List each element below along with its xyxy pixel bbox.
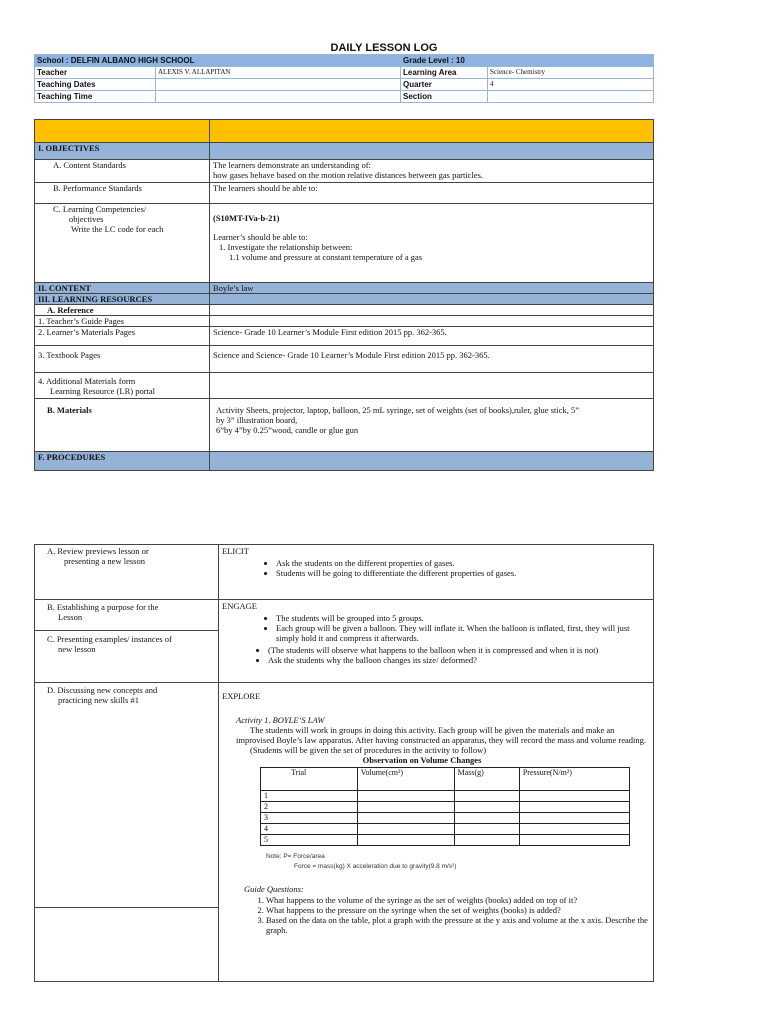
additional-materials-label — [35, 373, 210, 399]
activity-note: (Students will be given the set of procedures in the activity to follow) — [250, 745, 487, 755]
observation-cell — [454, 835, 519, 846]
explore-cell — [219, 683, 654, 982]
additional-line: Learning Resource (LR) portal — [50, 386, 156, 396]
lesson-table — [34, 119, 654, 471]
observation-row — [261, 824, 630, 835]
learners-materials-value: Science- Grade 10 Learner’s Module First edition 2015 pp. 362-365. — [210, 327, 654, 346]
step-d-line: practicing new skills #1 — [58, 695, 139, 705]
trial-number: 3 — [261, 813, 358, 824]
quarter-label: Quarter — [401, 79, 488, 91]
engage-list — [222, 613, 650, 643]
observation-table — [260, 767, 630, 846]
elicit-cell — [219, 545, 654, 600]
teacher-value: ALEXIS V. ALLAPITAN — [156, 67, 401, 79]
observation-cell — [454, 791, 519, 802]
step-a-line: A. Review previews lesson or — [47, 546, 149, 556]
header-table — [34, 54, 654, 103]
explore-heading: EXPLORE — [222, 691, 261, 701]
list-item: • Students will be going to differentiate the different properties of gases. — [276, 568, 650, 578]
observation-cell — [454, 813, 519, 824]
performance-standards-label: B. Performance Standards — [35, 183, 210, 204]
list-item: • Ask the students why the balloon changes its size/ deformed? — [268, 655, 650, 665]
section-label: Section — [401, 91, 488, 103]
materials-label: B. Materials — [35, 399, 210, 452]
materials-line: by 3” illustration board, — [216, 415, 298, 425]
step-bc-label — [35, 600, 219, 683]
procedures-heading: F. PROCEDURES — [35, 452, 210, 471]
learning-area-label: Learning Area — [401, 67, 488, 79]
competencies-line: objectives — [69, 214, 104, 224]
content-standards-line: The learners demonstrate an understanding of: — [213, 160, 371, 170]
content-value: Boyle’s law — [210, 283, 654, 294]
step-d-line: D. Discussing new concepts and — [47, 685, 158, 695]
guide-question: 1. What happens to the volume of the syringe as the set of weights (books) added on top of it? — [266, 895, 650, 905]
observation-cell — [454, 824, 519, 835]
step-b-line: Lesson — [58, 612, 83, 622]
competencies-label — [35, 204, 210, 283]
observation-row — [261, 802, 630, 813]
step-a-label — [35, 545, 219, 600]
trial-number: 5 — [261, 835, 358, 846]
note-line: Note: P= Force/area — [266, 853, 325, 860]
performance-standards-value: The learners should be able to: — [210, 183, 654, 204]
materials-line: 6”by 4”by 0.25”wood, candle or glue gun — [216, 425, 359, 435]
learners-materials-label: 2. Learner’s Materials Pages — [35, 327, 210, 346]
observation-row — [261, 835, 630, 846]
observation-cell — [357, 813, 454, 824]
observation-row — [261, 813, 630, 824]
materials-value — [210, 399, 654, 452]
reference-label: A. Reference — [35, 305, 210, 316]
observation-header-cell: Pressure(N/m²) — [519, 768, 629, 791]
observation-cell — [454, 802, 519, 813]
quarter-value: 4 — [488, 79, 654, 91]
content-standards-line: how gases behave based on the motion relative distances between gas particles. — [213, 170, 484, 180]
observation-cell — [357, 802, 454, 813]
step-b-label — [35, 600, 218, 631]
observation-cell — [357, 791, 454, 802]
elicit-list — [222, 558, 650, 578]
observation-cell — [519, 791, 629, 802]
guide-questions — [222, 895, 650, 935]
observation-cell — [519, 802, 629, 813]
step-d-label — [35, 683, 219, 982]
objectives-heading: I. OBJECTIVES — [35, 143, 210, 160]
observation-cell — [519, 824, 629, 835]
teaching-time-value — [156, 91, 401, 103]
procedures-table — [34, 544, 654, 982]
observation-cell — [519, 835, 629, 846]
teaching-dates-label: Teaching Dates — [35, 79, 156, 91]
step-d-inner — [35, 683, 218, 908]
lc-code: (S10MT-IVa-b-21) — [213, 213, 280, 223]
materials-line: Activity Sheets, projector, laptop, balloon, 25 mL syringe, set of weights (set of books),ruler, glue stick, 5” — [216, 405, 580, 415]
competencies-line: Write the LC code for each — [71, 224, 164, 234]
school-cell: School : DELFIN ALBANO HIGH SCHOOL — [35, 55, 401, 67]
observation-cell — [357, 835, 454, 846]
engage-list-2 — [222, 645, 650, 665]
blue-cell — [210, 452, 654, 471]
list-item: • (The students will observe what happens to the balloon when it is compressed and when it is not) — [268, 645, 650, 655]
trial-number: 4 — [261, 824, 358, 835]
list-item: • Each group will be given a balloon. They will inflate it. When the balloon is inflated, first, they will just simply hold it and compress it afterwards. — [276, 623, 650, 643]
document-title: DAILY LESSON LOG — [330, 42, 438, 54]
step-a-line: presenting a new lesson — [64, 556, 145, 566]
guide-question: 2. What happens to the pressure on the syringe when the set of weights (books) is added? — [266, 905, 650, 915]
competencies-line: C. Learning Competencies/ — [53, 204, 147, 214]
content-standards-value — [210, 160, 654, 183]
step-c-line: new lesson — [58, 644, 96, 654]
empty-cell — [210, 373, 654, 399]
blue-cell — [210, 294, 654, 305]
observation-header-cell: Volume(cm³) — [357, 768, 454, 791]
blue-cell — [210, 143, 654, 160]
grade-level-cell: Grade Level : 10 — [401, 55, 654, 67]
observation-body — [261, 791, 630, 846]
guide-question: 3. Based on the data on the table, plot a graph with the pressure at the y axis and volume at the x axis. Describe the graph. — [266, 915, 650, 935]
teachers-guide-label: 1. Teacher’s Guide Pages — [35, 316, 210, 327]
textbook-value: Science and Science- Grade 10 Learner’s Module First edition 2015 pp. 362-365. — [210, 346, 654, 373]
learning-area-value: Science- Chemistry — [488, 67, 654, 79]
content-standards-label: A. Content Standards — [35, 160, 210, 183]
observation-cell — [357, 824, 454, 835]
note-line: Force = mass(kg) X acceleration due to gravity(9.8 m/s²) — [294, 863, 457, 870]
step-b-line: B. Establishing a purpose for the — [47, 602, 159, 612]
observation-title: Observation on Volume Changes — [362, 755, 482, 765]
teaching-dates-value — [156, 79, 401, 91]
activity-text: The students will work in groups in doing this activity. Each group will be given the materials and make an improvised Boyle’s law apparatus. After having constructed an apparatus, they will record the mass and volume reading. — [236, 725, 647, 745]
engage-cell — [219, 600, 654, 683]
observation-row — [261, 791, 630, 802]
section-value — [488, 91, 654, 103]
observation-header-cell: Trial — [261, 768, 358, 791]
textbook-label: 3. Textbook Pages — [35, 346, 210, 373]
elicit-heading: ELICIT — [222, 546, 249, 556]
additional-line: 4. Additional Materials form — [38, 376, 136, 386]
empty-cell — [210, 305, 654, 316]
guide-title: Guide Questions: — [244, 884, 304, 894]
empty-cell — [210, 316, 654, 327]
teacher-label: Teacher — [35, 67, 156, 79]
observation-header-row — [261, 768, 630, 791]
list-item: • The students will be grouped into 5 groups. — [276, 613, 650, 623]
competencies-value — [210, 204, 654, 283]
trial-number: 1 — [261, 791, 358, 802]
teaching-time-label: Teaching Time — [35, 91, 156, 103]
competency-item: 1. Investigate the relationship between: — [219, 242, 353, 252]
observation-cell — [519, 813, 629, 824]
list-item: • Ask the students on the different properties of gases. — [276, 558, 650, 568]
observation-header-cell: Mass(g) — [454, 768, 519, 791]
competency-subitem: 1.1 volume and pressure at constant temperature of a gas — [229, 252, 423, 262]
content-heading: II. CONTENT — [35, 283, 210, 294]
learners-should: Learner’s should be able to: — [213, 232, 308, 242]
step-c-label — [35, 631, 218, 654]
gold-header-cell — [35, 120, 210, 143]
trial-number: 2 — [261, 802, 358, 813]
engage-heading: ENGAGE — [222, 601, 257, 611]
activity-title: Activity 1. BOYLE’S LAW — [236, 715, 325, 725]
gold-header-cell — [210, 120, 654, 143]
step-c-line: C. Presenting examples/ instances of — [47, 634, 172, 644]
resources-heading: III. LEARNING RESOURCES — [35, 294, 210, 305]
